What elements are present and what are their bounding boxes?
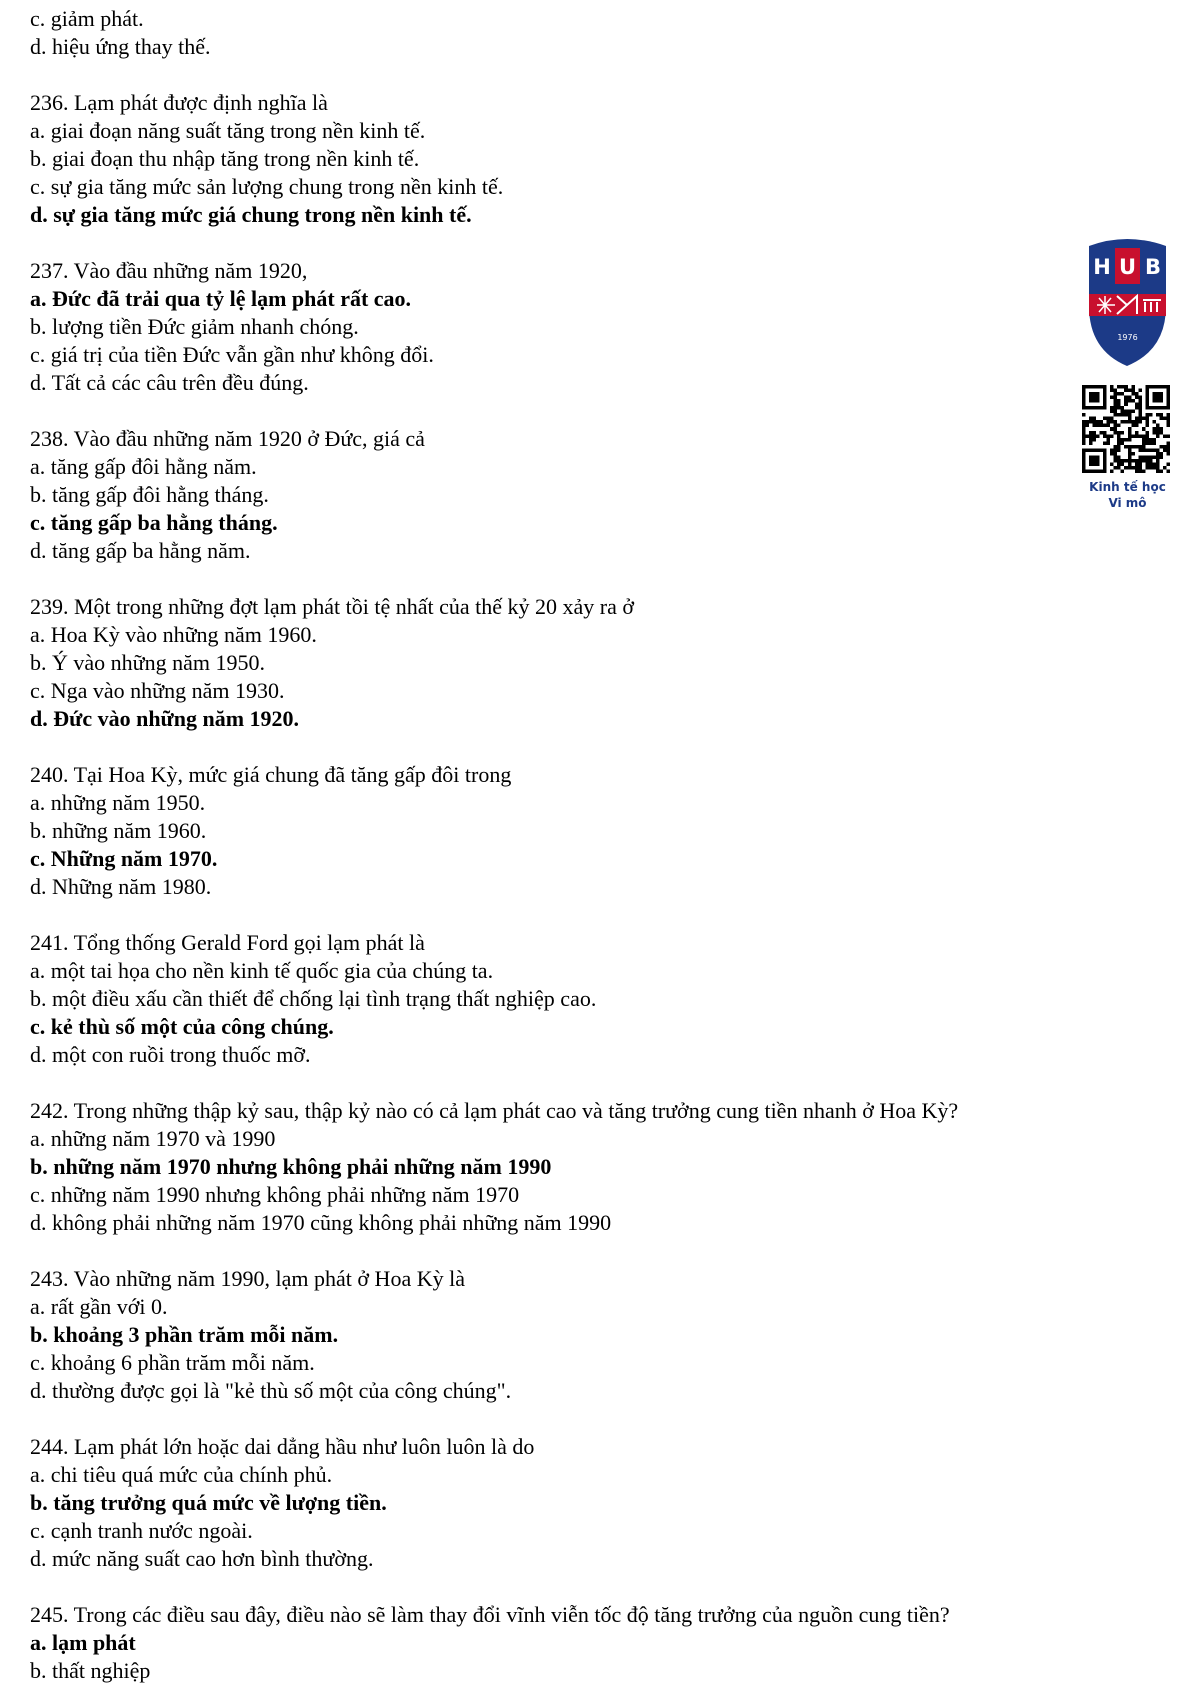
blank-line xyxy=(30,229,1090,257)
hub-university-logo xyxy=(1085,238,1170,368)
text-line: a. giai đoạn năng suất tăng trong nền kinh tế. xyxy=(30,118,426,143)
text-line: b. những năm 1960. xyxy=(30,818,207,843)
answer-line-correct: b. tăng trưởng quá mức về lượng tiền. xyxy=(30,1490,387,1515)
logo-year: 1976 xyxy=(1117,333,1138,342)
text-line: 237. Vào đầu những năm 1920, xyxy=(30,258,308,283)
text-line: d. Tất cả các câu trên đều đúng. xyxy=(30,370,309,395)
blank-line xyxy=(30,901,1090,929)
blank-line xyxy=(30,1069,1090,1097)
text-line: b. giai đoạn thu nhập tăng trong nền kinh tế. xyxy=(30,146,420,171)
text-line: d. không phải những năm 1970 cũng không phải những năm 1990 xyxy=(30,1210,612,1235)
text-line: 239. Một trong những đợt lạm phát tồi tệ nhất của thế kỷ 20 xảy ra ở xyxy=(30,594,635,619)
answer-line-correct: c. tăng gấp ba hằng tháng. xyxy=(30,510,278,535)
text-line: 236. Lạm phát được định nghĩa là xyxy=(30,90,328,115)
text-line: d. mức năng suất cao hơn bình thường. xyxy=(30,1546,374,1571)
text-line: b. tăng gấp đôi hằng tháng. xyxy=(30,482,269,507)
text-line: 244. Lạm phát lớn hoặc dai dẳng hầu như luôn luôn là do xyxy=(30,1434,535,1459)
text-line: c. khoảng 6 phần trăm mỗi năm. xyxy=(30,1350,315,1375)
text-line: a. những năm 1950. xyxy=(30,790,206,815)
text-line: c. cạnh tranh nước ngoài. xyxy=(30,1518,253,1543)
blank-line xyxy=(30,397,1090,425)
logo-letter-u: U xyxy=(1118,255,1137,279)
answer-line-correct: c. kẻ thù số một của công chúng. xyxy=(30,1014,334,1039)
badge-caption-subject: Kinh tế học xyxy=(1089,480,1166,494)
text-line: c. sự gia tăng mức sản lượng chung trong nền kinh tế. xyxy=(30,174,504,199)
text-line: c. giá trị của tiền Đức vẫn gần như không đổi. xyxy=(30,342,434,367)
text-line: d. thường được gọi là "kẻ thù số một của công chúng". xyxy=(30,1378,512,1403)
text-line: 241. Tổng thống Gerald Ford gọi lạm phát là xyxy=(30,930,425,955)
text-line: b. lượng tiền Đức giảm nhanh chóng. xyxy=(30,314,359,339)
text-line: 240. Tại Hoa Kỳ, mức giá chung đã tăng gấp đôi trong xyxy=(30,762,512,787)
text-line: d. Những năm 1980. xyxy=(30,874,212,899)
text-line: b. một điều xấu cần thiết để chống lại tình trạng thất nghiệp cao. xyxy=(30,986,597,1011)
text-line: a. Hoa Kỳ vào những năm 1960. xyxy=(30,622,317,647)
text-line: d. hiệu ứng thay thế. xyxy=(30,34,211,59)
text-line: 243. Vào những năm 1990, lạm phát ở Hoa Kỳ là xyxy=(30,1266,465,1291)
text-line: c. những năm 1990 nhưng không phải những năm 1970 xyxy=(30,1182,520,1207)
text-line: 245. Trong các điều sau đây, điều nào sẽ làm thay đổi vĩnh viễn tốc độ tăng trưởng của nguồn cung tiền? xyxy=(30,1602,950,1627)
answer-line-correct: b. khoảng 3 phần trăm mỗi năm. xyxy=(30,1322,339,1347)
answer-line-correct: a. Đức đã trải qua tỷ lệ lạm phát rất cao. xyxy=(30,286,412,311)
answer-line-correct: c. Những năm 1970. xyxy=(30,846,218,871)
text-line: a. những năm 1970 và 1990 xyxy=(30,1126,276,1151)
text-line: d. một con ruồi trong thuốc mỡ. xyxy=(30,1042,311,1067)
blank-line xyxy=(30,1405,1090,1433)
text-line: a. tăng gấp đôi hằng năm. xyxy=(30,454,257,479)
blank-line xyxy=(30,565,1090,593)
text-line: c. Nga vào những năm 1930. xyxy=(30,678,285,703)
answer-line-correct: b. những năm 1970 nhưng không phải những năm 1990 xyxy=(30,1154,552,1179)
logo-letter-b: B xyxy=(1144,255,1162,279)
answer-line-correct: d. Đức vào những năm 1920. xyxy=(30,706,300,731)
text-line: d. tăng gấp ba hằng năm. xyxy=(30,538,251,563)
blank-line xyxy=(30,733,1090,761)
document-body xyxy=(30,5,1090,1685)
text-line: a. một tai họa cho nền kinh tế quốc gia của chúng ta. xyxy=(30,958,494,983)
blank-line xyxy=(30,1573,1090,1601)
text-line: a. chi tiêu quá mức của chính phủ. xyxy=(30,1462,333,1487)
text-line: c. giảm phát. xyxy=(30,6,144,31)
text-line: b. Ý vào những năm 1950. xyxy=(30,650,265,675)
text-line: 238. Vào đầu những năm 1920 ở Đức, giá cả xyxy=(30,426,425,451)
answer-line-correct: a. lạm phát xyxy=(30,1630,136,1655)
text-line: 242. Trong những thập kỷ sau, thập kỷ nào có cả lạm phát cao và tăng trưởng cung tiền nhanh ở Hoa Kỳ? xyxy=(30,1098,959,1123)
qr-code xyxy=(1082,385,1170,473)
blank-line xyxy=(30,1237,1090,1265)
text-line: a. rất gần với 0. xyxy=(30,1294,168,1319)
text-line: b. thất nghiệp xyxy=(30,1658,151,1683)
blank-line xyxy=(30,61,1090,89)
badge-caption-subtitle: Vi mô xyxy=(1108,496,1147,510)
logo-letter-h: H xyxy=(1093,255,1111,279)
answer-line-correct: d. sự gia tăng mức giá chung trong nền kinh tế. xyxy=(30,202,472,227)
